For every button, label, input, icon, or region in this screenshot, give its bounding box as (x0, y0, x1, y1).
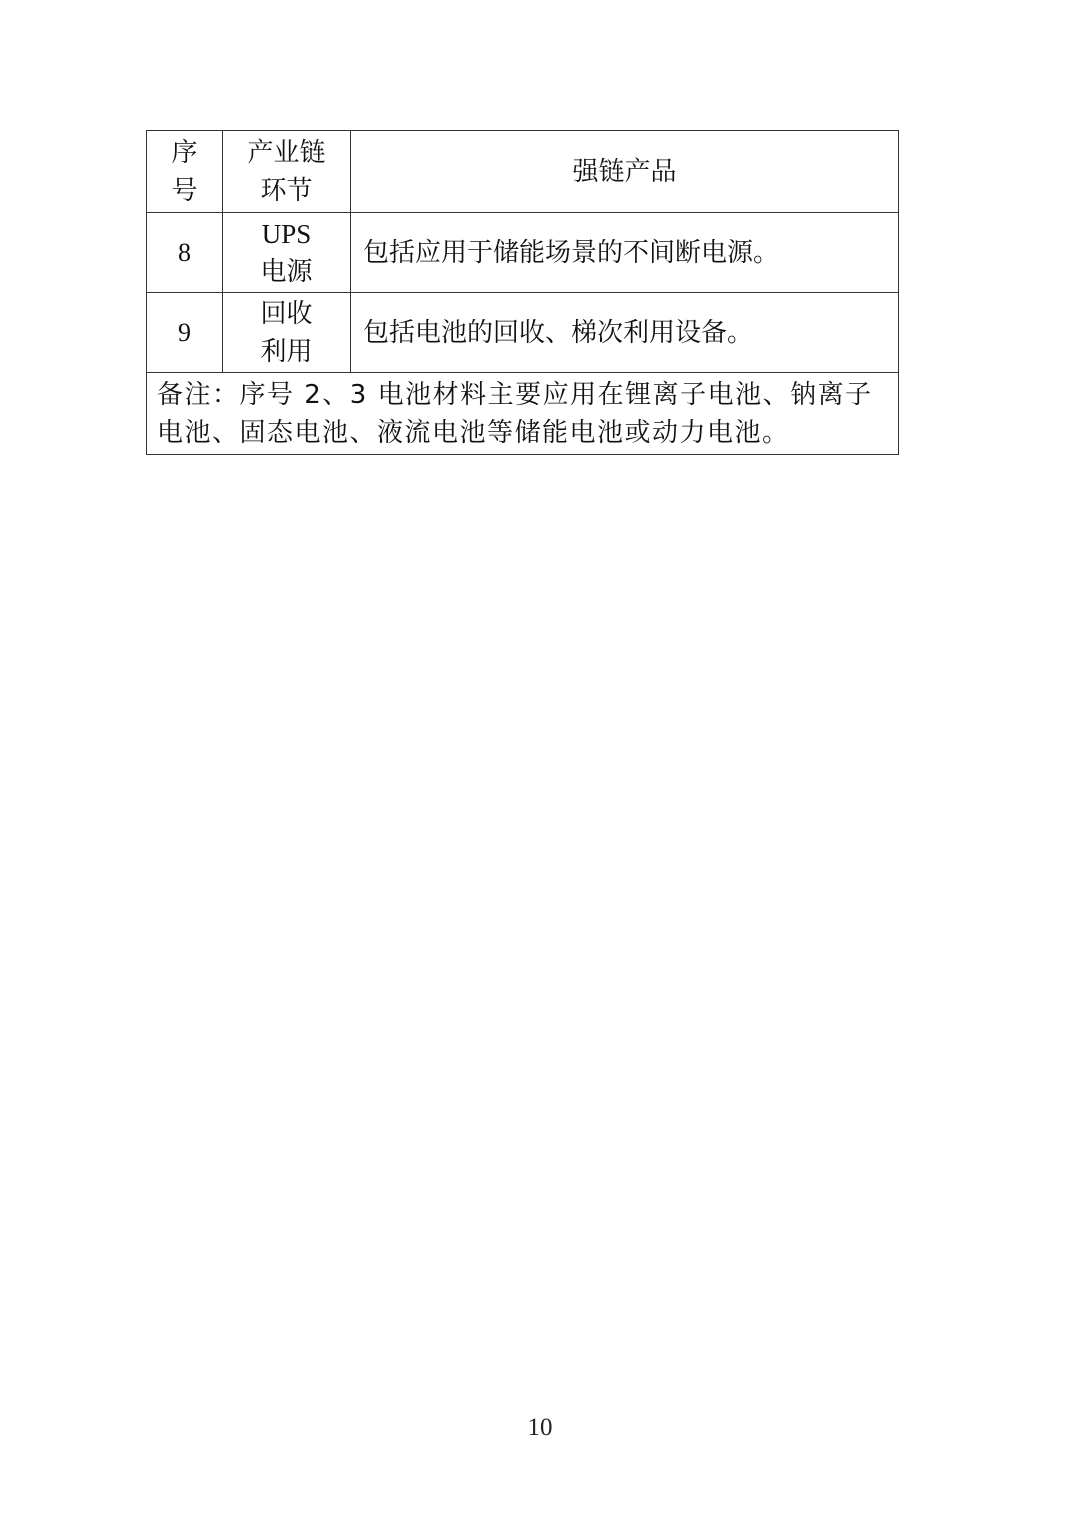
row-segment (223, 213, 351, 293)
row-seq: 9 (147, 293, 223, 373)
table-note: 备注：序号 2、3 电池材料主要应用在锂离子电池、钠离子电池、固态电池、液流电池等储能电池或动力电池。 (147, 373, 899, 455)
header-seq (147, 131, 223, 213)
row-product: 包括电池的回收、梯次利用设备。 (351, 293, 899, 373)
row-segment (223, 293, 351, 373)
header-segment-line-2: 环节 (260, 175, 313, 206)
row-segment-line-2: 电源 (260, 256, 313, 287)
row-seq: 8 (147, 213, 223, 293)
row-segment-line-1: UPS (261, 218, 312, 249)
table-header-row (147, 131, 899, 213)
header-product: 强链产品 (351, 131, 899, 213)
row-segment-line-2: 利用 (260, 336, 313, 367)
table-note-row (147, 373, 899, 455)
row-segment-line-1: 回收 (260, 298, 313, 329)
header-segment-line-1: 产业链 (247, 137, 326, 168)
header-seq-line-1: 序 (171, 137, 198, 168)
table-row (147, 293, 899, 373)
page-number: 10 (527, 1414, 553, 1441)
row-product: 包括应用于储能场景的不间断电源。 (351, 213, 899, 293)
header-seq-line-2: 号 (171, 175, 198, 206)
header-segment (223, 131, 351, 213)
product-table (146, 130, 899, 455)
table-row (147, 213, 899, 293)
